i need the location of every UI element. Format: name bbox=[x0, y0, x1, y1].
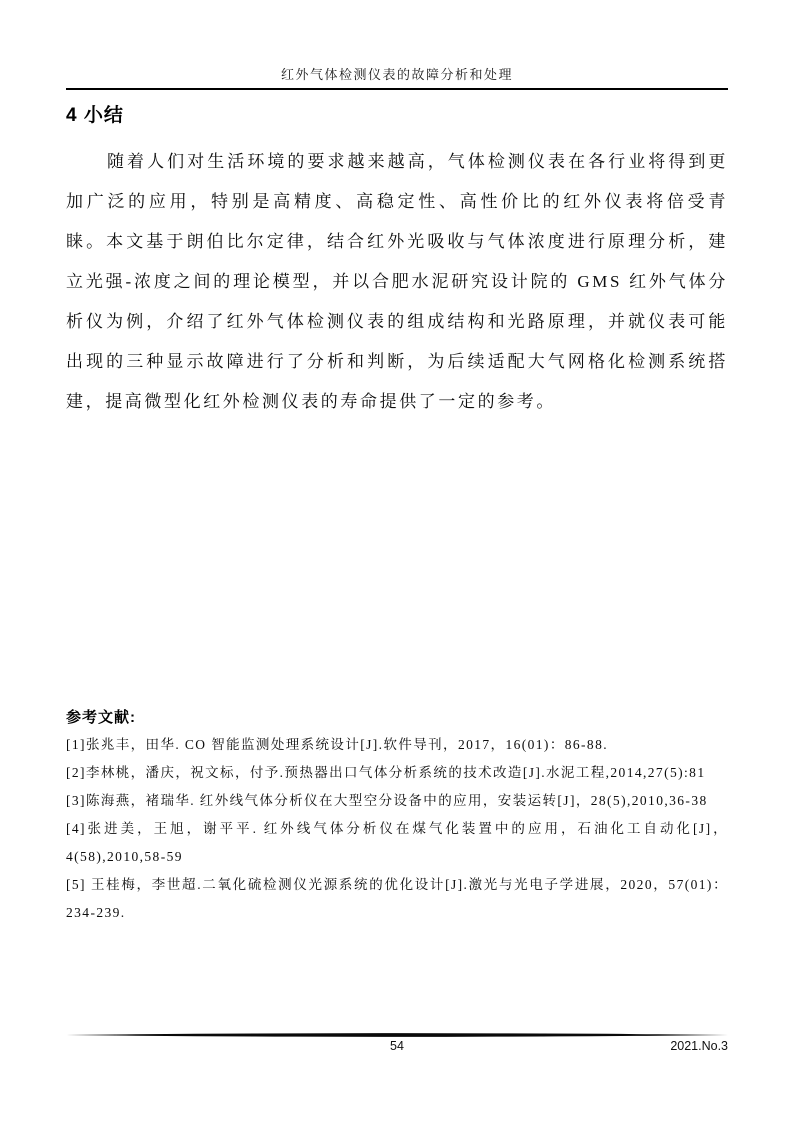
reference-item: [2]李林桃，潘庆，祝文标，付予.预热器出口气体分析系统的技术改造[J].水泥工程,2014,27(5):81 bbox=[66, 765, 706, 780]
references-heading: 参考文献: bbox=[66, 709, 136, 726]
reference-item: [3]陈海燕，褚瑞华. 红外线气体分析仪在大型空分设备中的应用，安装运转[J]，28(5),2010,36-38 bbox=[66, 793, 708, 808]
header-rule bbox=[66, 88, 728, 90]
section-body-paragraph: 随着人们对生活环境的要求越来越高，气体检测仪表在各行业将得到更加广泛的应用，特别是高精度、高稳定性、高性价比的红外仪表将倍受青睐。本文基于朗伯比尔定律，结合红外光吸收与气体浓度进行原理分析，建立光强-浓度之间的理论模型，并以合肥水泥研究设计院的 GMS 红外气体分析仪为例，介绍了红外气体检测仪表的组成结构和光路原理，并就仪表可能出现的三种显示故障进行了分析和判断，为后续适配大气网格化检测系统搭建，提高微型化红外检测仪表的寿命提供了一定的参考。 bbox=[66, 152, 728, 411]
running-header-title: 红外气体检测仪表的故障分析和处理 bbox=[280, 67, 513, 82]
footer-rule bbox=[66, 1032, 728, 1038]
section-heading: 4 小结 bbox=[66, 105, 124, 126]
reference-item: [4]张进美，王旭，谢平平. 红外线气体分析仪在煤气化装置中的应用，石油化工自动化[J]，4(58),2010,58-59 bbox=[66, 821, 728, 864]
reference-item: [5] 王桂梅，李世超.二氧化硫检测仪光源系统的优化设计[J].激光与光电子学进展，2020，57(01)：234-239. bbox=[66, 877, 728, 920]
issue-label: 2021.No.3 bbox=[670, 1039, 728, 1053]
reference-item: [1]张兆丰，田华. CO 智能监测处理系统设计[J].软件导刊，2017，16(01)：86-88. bbox=[66, 737, 609, 752]
page-number: 54 bbox=[390, 1039, 404, 1053]
references-list bbox=[66, 731, 728, 927]
footer bbox=[66, 1039, 728, 1057]
